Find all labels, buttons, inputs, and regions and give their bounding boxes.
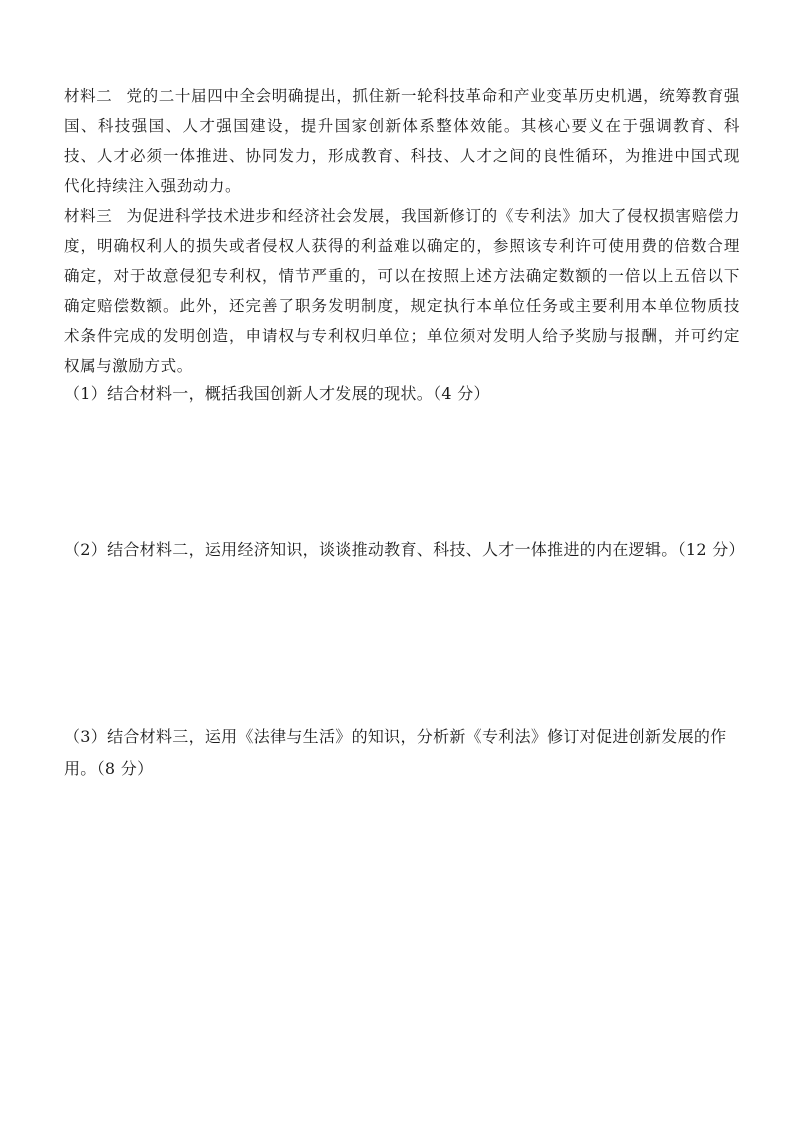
material-text: 为促进科学技术进步和经济社会发展，我国新修订的《专利法》加大了侵权损害赔偿力度，明确权利人的损失或者侵权人获得的利益难以确定的，参照该专利许可使用费的倍数合理确定，对于故意侵犯专利权，情节严重的，可以在按照上述方法确定数额的一倍以上五倍以下确定赔偿数额。此外，还完善了职务发明制度，规定执行本单位任务或主要利用本单位物质技术条件完成的发明创造，申请权与专利权归单位；单位须对发明人给予奖励与报酬，并可约定权属与激励方式。 xyxy=(64,207,740,375)
material-label: 材料三 xyxy=(64,207,113,225)
question-2: （2）结合材料二，运用经济知识，谈谈推动教育、科技、人才一体推进的内在逻辑。（12 分） xyxy=(64,540,745,559)
question-3: （3）结合材料三，运用《法律与生活》的知识，分析新《专利法》修订对促进创新发展的作用。（8 分） xyxy=(64,727,727,778)
material-text: 党的二十届四中全会明确提出，抓住新一轮科技革命和产业变革历史机遇，统筹教育强国、科技强国、人才强国建设，提升国家创新体系整体效能。其核心要义在于强调教育、科技、人才必须一体推进、协同发力，形成教育、科技、人才之间的良性循环，为推进中国式现代化持续注入强劲动力。 xyxy=(64,87,740,195)
material-two xyxy=(64,81,740,201)
material-label: 材料二 xyxy=(64,87,113,105)
question-1: （1）结合材料一，概括我国创新人才发展的现状。（4 分） xyxy=(64,384,490,403)
material-three xyxy=(64,201,740,381)
